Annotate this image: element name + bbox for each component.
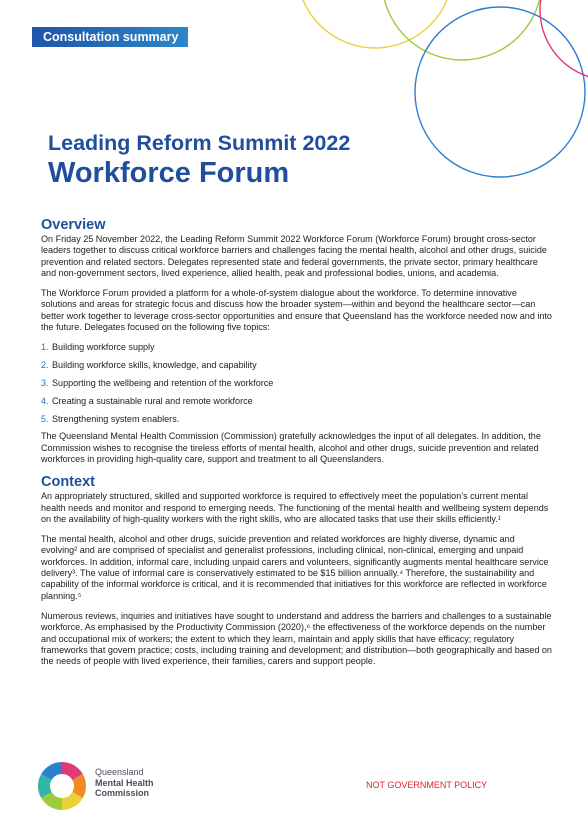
context-paragraph-1: An appropriately structured, skilled and supported workforce is required to effectively meet the population’s current mental health needs and monitor and respond to emerging needs. The functioning of the mental health and wellbeing system depends on the availability of high-quality workers with the right skills, who are allocated tasks that use their skills efficiently.¹: [41, 491, 549, 524]
list-number: 4.: [41, 395, 49, 406]
document-body: [41, 217, 553, 676]
policy-notice: NOT GOVERNMENT POLICY: [366, 780, 488, 790]
logo-line-2: Mental Health: [95, 777, 154, 788]
overview-paragraph-3: The Queensland Mental Health Commission (Commission) gratefully acknowledges the input of all delegates. In addition, the Commission wishes to recognise the tireless efforts of mental health, alcohol and other drugs, suicide prevention and related workforces in providing high-quality care, support and treatment to all Queenslanders.: [41, 431, 541, 464]
yellow-ring: [297, 0, 453, 48]
list-item: [41, 378, 553, 389]
page-title-line2: Workforce Forum: [48, 157, 290, 189]
logo-line-3: Commission: [95, 788, 150, 798]
list-number: 1.: [41, 342, 49, 353]
list-number: 3.: [41, 377, 49, 388]
qmhc-logo: [36, 760, 196, 820]
context-paragraph-2: The mental health, alcohol and other drugs, suicide prevention and related workforces are highly diverse, dynamic and evolving² and are comprised of specialist and generalist professions, including clinical, non-clinical, emerging and unpaid workforces. In addition, informal care, including unpaid carers and volunteers, significantly augments mental healthcare service delivery³. The value of informal care is conservatively estimated to be $15 billion annually.⁴ Therefore, the sustainability and capability of the informal workforce is critical, and it is recommended that initiatives for this workforce are reflected in workforce planning.⁵: [41, 534, 549, 601]
list-item: [41, 360, 553, 371]
list-item: [41, 396, 553, 407]
topics-list: [41, 342, 553, 424]
list-text: Supporting the wellbeing and retention of the workforce: [52, 377, 274, 388]
page-title-line1: Leading Reform Summit 2022: [48, 131, 351, 155]
context-heading: Context: [41, 474, 95, 491]
list-text: Creating a sustainable rural and remote workforce: [52, 395, 253, 406]
overview-paragraph-1: On Friday 25 November 2022, the Leading Reform Summit 2022 Workforce Forum (Workforce Forum) brought cross-sector leaders together to discuss critical workforce barriers and challenges facing the mental health, alcohol and other drugs, suicide prevention and related sectors. Delegates represented state and federal governments, the private sector, primary healthcare and non-government sectors, lived experience, allied health, peak and professional bodies, unions, and academia.: [41, 234, 547, 278]
logo-mark-icon: [36, 760, 88, 812]
list-number: 5.: [41, 413, 49, 424]
list-item: [41, 414, 553, 425]
list-text: Building workforce supply: [52, 342, 155, 353]
overview-heading: Overview: [41, 217, 106, 233]
list-text: Strengthening system enablers.: [52, 413, 180, 424]
consultation-summary-tag: Consultation summary: [32, 27, 188, 47]
context-paragraph-3: Numerous reviews, inquiries and initiatives have sought to understand and address the barriers and challenges to a sustainable workforce. As emphasised by the Productivity Commission (2020),⁶ the effectiveness of the workforce depends on the number and occupational mix of workers; the extent to which they learn, maintain and apply skills that have efficacy; regulatory frameworks that govern practice; costs, including training and development; and distribution—both geographically and based on the needs of people with lived experience, their families, carers and support people.: [41, 610, 552, 667]
list-number: 2.: [41, 360, 49, 371]
overview-paragraph-2: The Workforce Forum provided a platform for a whole-of-system dialogue about the workforce. To determine innovative solutions and areas for strategic focus and discuss how the broader system—within and beyond the healthcare sector—can better work together to leverage cross-sector opportunities and ensure that Queensland has the workforce needed now and into the future. Delegates focused on the following five topics:: [41, 288, 552, 333]
pink-ring: [540, 0, 588, 80]
title-block: [48, 130, 350, 190]
blue-ring: [415, 7, 585, 177]
list-text: Building workforce skills, knowledge, and capability: [52, 360, 257, 371]
list-item: [41, 342, 553, 353]
logo-line-1: Queensland: [95, 767, 144, 777]
logo-wordmark: [95, 767, 154, 799]
